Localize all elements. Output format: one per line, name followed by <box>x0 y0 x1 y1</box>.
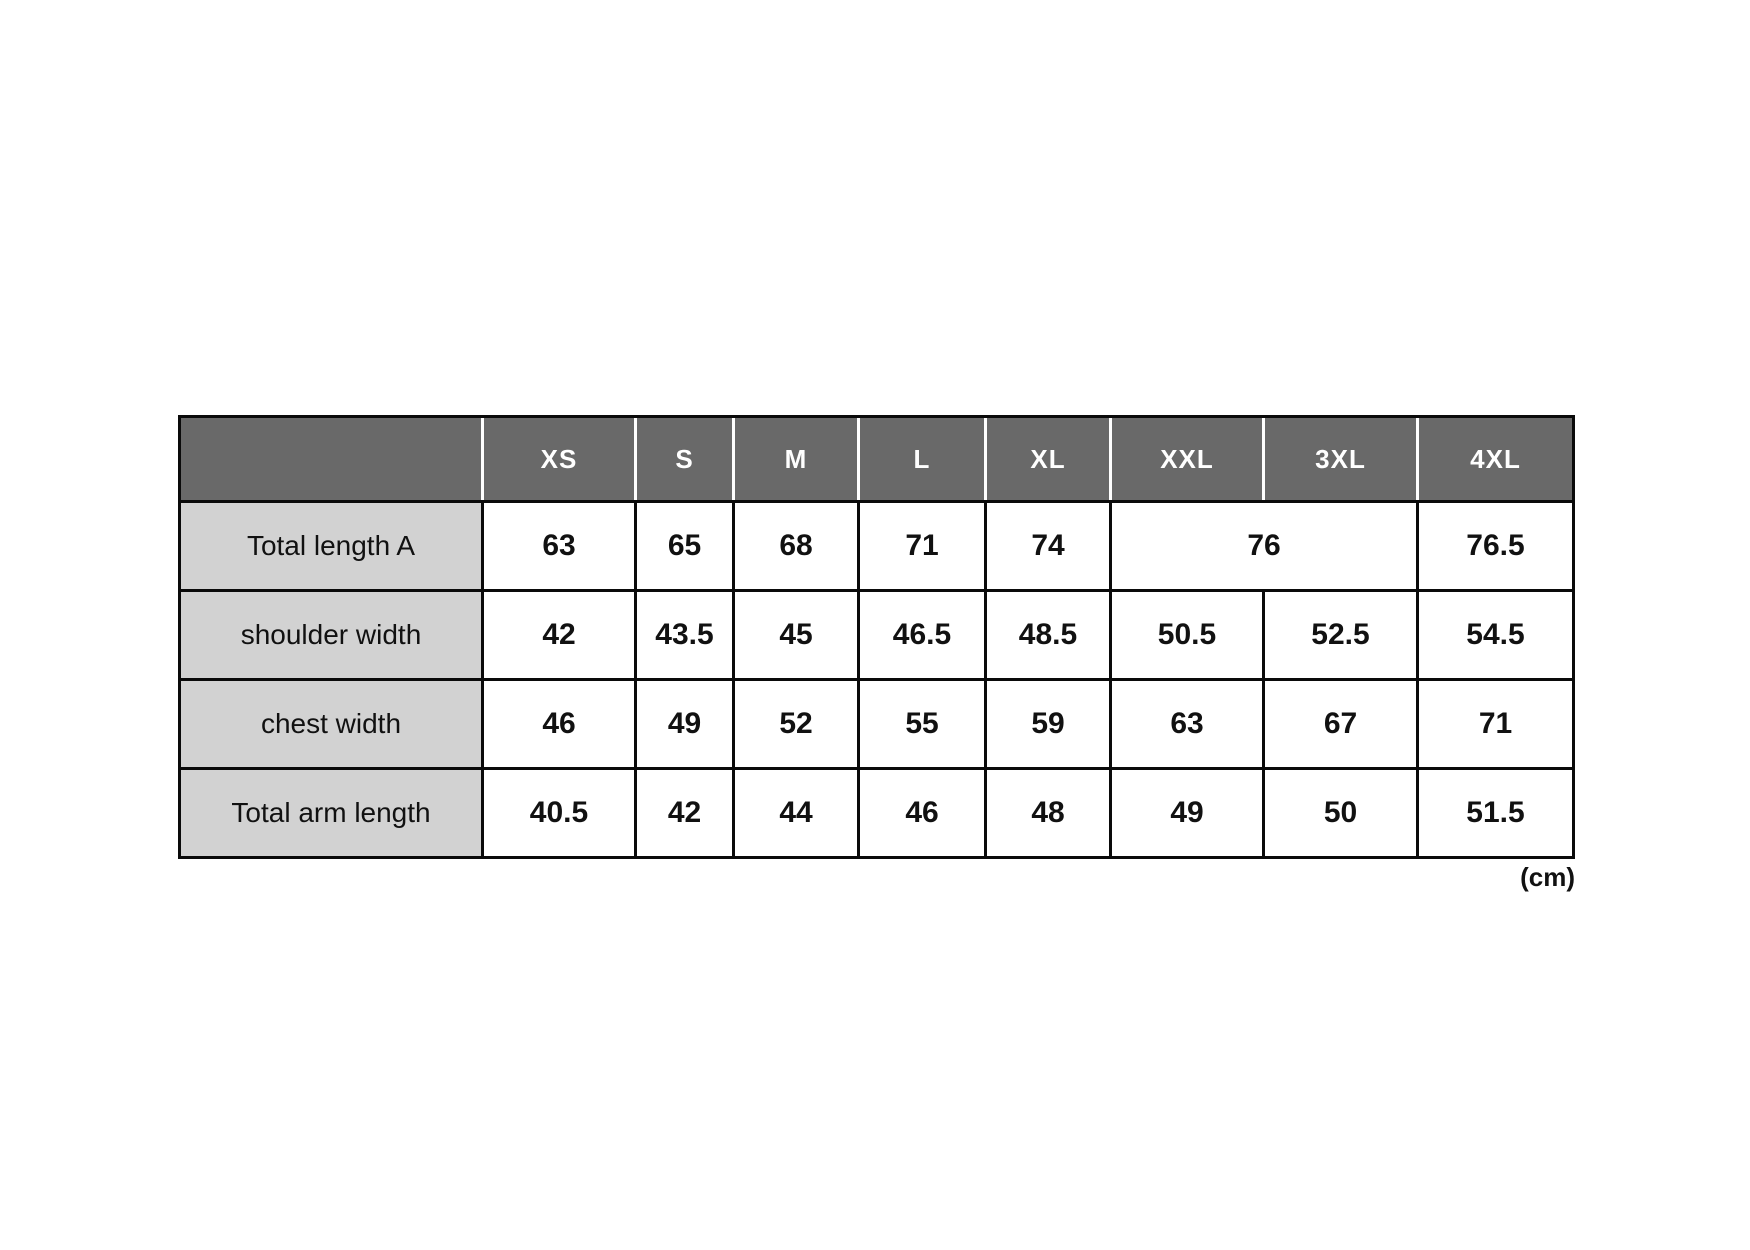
corner-header-cell <box>181 418 481 500</box>
size-value-cell: 59 <box>987 681 1109 767</box>
column-header-s: S <box>637 418 732 500</box>
size-value-cell: 68 <box>735 503 857 589</box>
column-header-xxl: XXL <box>1112 418 1262 500</box>
size-value-cell: 63 <box>484 503 634 589</box>
size-value-cell: 40.5 <box>484 770 634 856</box>
column-header-m: M <box>735 418 857 500</box>
size-value-cell: 55 <box>860 681 984 767</box>
size-value-cell: 51.5 <box>1419 770 1572 856</box>
size-chart-body <box>178 500 1575 859</box>
size-value-cell: 63 <box>1112 681 1262 767</box>
size-value-cell: 44 <box>735 770 857 856</box>
size-chart-table <box>178 415 1575 859</box>
size-value-cell: 52 <box>735 681 857 767</box>
column-header-4xl: 4XL <box>1419 418 1572 500</box>
row-label-total-arm-length: Total arm length <box>181 770 481 856</box>
row-label-shoulder-width: shoulder width <box>181 592 481 678</box>
size-value-cell: 43.5 <box>637 592 732 678</box>
size-value-cell: 50.5 <box>1112 592 1262 678</box>
size-value-cell: 46.5 <box>860 592 984 678</box>
size-value-cell: 74 <box>987 503 1109 589</box>
size-value-cell: 67 <box>1265 681 1416 767</box>
size-value-cell: 65 <box>637 503 732 589</box>
column-header-3xl: 3XL <box>1265 418 1416 500</box>
size-value-cell-merged: 76 <box>1112 503 1416 589</box>
size-value-cell: 50 <box>1265 770 1416 856</box>
size-value-cell: 52.5 <box>1265 592 1416 678</box>
size-value-cell: 42 <box>637 770 732 856</box>
column-header-xl: XL <box>987 418 1109 500</box>
size-value-cell: 49 <box>637 681 732 767</box>
size-value-cell: 48.5 <box>987 592 1109 678</box>
column-header-l: L <box>860 418 984 500</box>
size-value-cell: 71 <box>1419 681 1572 767</box>
row-label-chest-width: chest width <box>181 681 481 767</box>
size-chart-header-row <box>178 415 1575 500</box>
size-value-cell: 76.5 <box>1419 503 1572 589</box>
row-label-total-length: Total length A <box>181 503 481 589</box>
size-value-cell: 71 <box>860 503 984 589</box>
column-header-xs: XS <box>484 418 634 500</box>
size-value-cell: 45 <box>735 592 857 678</box>
size-value-cell: 49 <box>1112 770 1262 856</box>
size-value-cell: 42 <box>484 592 634 678</box>
size-value-cell: 54.5 <box>1419 592 1572 678</box>
size-value-cell: 46 <box>860 770 984 856</box>
unit-label: (cm) <box>1520 862 1575 892</box>
size-value-cell: 46 <box>484 681 634 767</box>
size-value-cell: 48 <box>987 770 1109 856</box>
